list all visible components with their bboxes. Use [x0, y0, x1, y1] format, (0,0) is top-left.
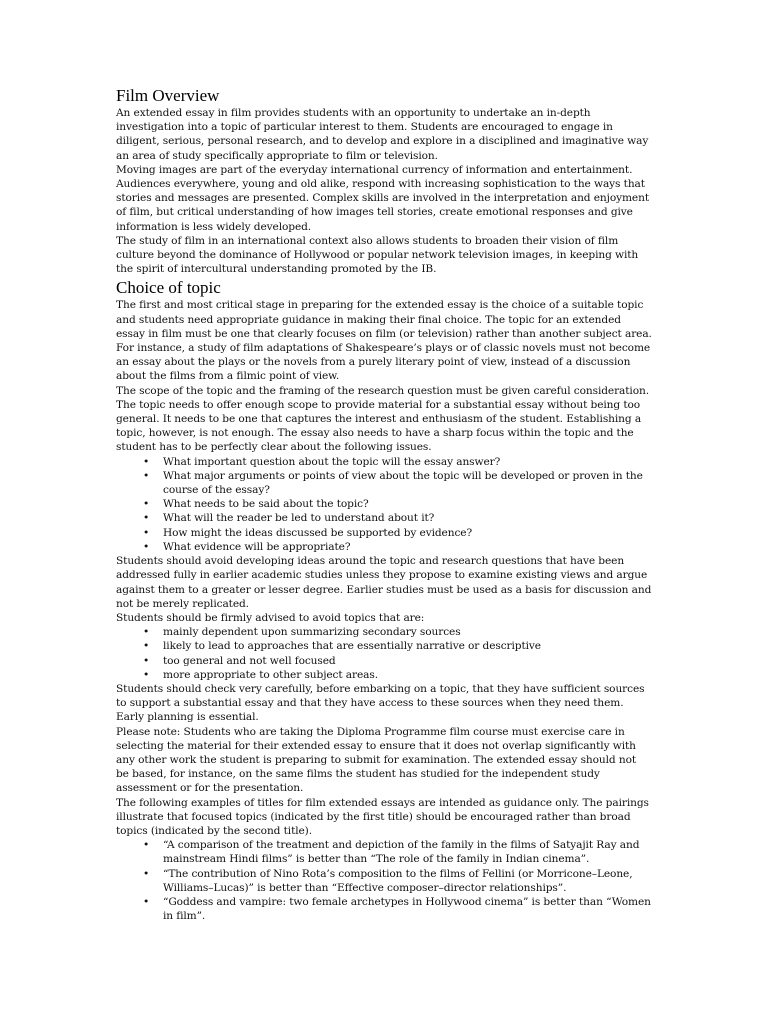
overview-paragraph-3: The study of film in an international context also allows students to broaden their vision of film culture beyond the dominance of Hollywood or popular network television images, in keeping with the spirit of intercultural understanding promoted by the IB.	[116, 234, 639, 276]
section-title-film-overview: Film Overview	[116, 86, 220, 105]
issues-list	[116, 455, 652, 554]
choice-paragraph-7: The following examples of titles for film extended essays are intended as guidance only. The pairings illustrate that focused topics (indicated by the first title) should be encouraged rather than broad topics (indicated by the second title).	[116, 796, 649, 837]
examples-list	[116, 838, 652, 923]
list-item: • too general and not well focused	[163, 654, 652, 668]
choice-paragraph-1: The first and most critical stage in preparing for the extended essay is the choice of a suitable topic and students need appropriate guidance in making their final choice. The topic for an extended essay in film must be one that clearly focuses on film (or television) rather than another subject area. For instance, a study of film adaptations of Shakespeare’s plays or of classic novels must not become an essay about the plays or the novels from a purely literary point of view, instead of a discussion about the films from a filmic point of view.	[116, 299, 652, 383]
list-item: • How might the ideas discussed be supported by evidence?	[163, 526, 652, 540]
choice-paragraph-3: Students should avoid developing ideas around the topic and research questions that have been addressed fully in earlier academic studies unless they propose to examine existing views and argue against them to a greater or lesser degree. Earlier studies must be used as a basis for discussion and not be merely replicated.	[116, 555, 652, 610]
document-page	[116, 86, 652, 923]
list-item: • likely to lead to approaches that are essentially narrative or descriptive	[163, 639, 652, 653]
list-item: • mainly dependent upon summarizing secondary sources	[163, 625, 652, 639]
choice-paragraph-2: The scope of the topic and the framing of the research question must be given careful consideration. The topic needs to offer enough scope to provide material for a substantial essay without being too general. It needs to be one that captures the interest and enthusiasm of the student. Establishing a topic, however, is not enough. The essay also needs to have a sharp focus within the topic and the student has to be perfectly clear about the following issues.	[116, 384, 649, 454]
choice-paragraph-6: Please note: Students who are taking the Diploma Programme film course must exercise care in selecting the material for their extended essay to ensure that it does not overlap significantly with any other work the student is preparing to submit for examination. The extended essay should not be based, for instance, on the same films the student has studied for the independent study assessment or for the presentation.	[116, 725, 637, 795]
avoid-list	[116, 625, 652, 682]
list-item: • What important question about the topic will the essay answer?	[163, 455, 652, 469]
list-item: • What needs to be said about the topic?	[163, 497, 652, 511]
list-item: • What evidence will be appropriate?	[163, 540, 652, 554]
list-item: • more appropriate to other subject areas.	[163, 668, 652, 682]
section-title-choice-of-topic: Choice of topic	[116, 278, 221, 298]
list-item: • “A comparison of the treatment and depiction of the family in the films of Satyajit Ray and mainstream Hindi films” is better than “The role of the family in Indian cinema”.	[163, 838, 652, 866]
choice-paragraph-5: Students should check very carefully, before embarking on a topic, that they have sufficient sources to support a substantial essay and that they have access to these sources when they need them. Early planning is essential.	[116, 682, 645, 724]
list-item: • “Goddess and vampire: two female archetypes in Hollywood cinema” is better than “Women in film”.	[163, 895, 652, 923]
overview-paragraph-1: An extended essay in film provides students with an opportunity to undertake an in-depth investigation into a topic of particular interest to them. Students are encouraged to engage in diligent, serious, personal research, and to develop and explore in a disciplined and imaginative way an area of study specifically appropriate to film or television.	[116, 107, 649, 162]
list-item: • What major arguments or points of view about the topic will be developed or proven in the course of the essay?	[163, 469, 652, 497]
list-item: • “The contribution of Nino Rota’s composition to the films of Fellini (or Morricone–Leone, Williams–Lucas)” is better than “Effective composer–director relationships”.	[163, 867, 652, 895]
list-item: • What will the reader be led to understand about it?	[163, 511, 652, 525]
choice-paragraph-4: Students should be firmly advised to avoid topics that are:	[116, 611, 425, 624]
overview-paragraph-2: Moving images are part of the everyday international currency of information and entertainment. Audiences everywhere, young and old alike, respond with increasing sophistication to the ways that stories and messages are presented. Complex skills are involved in the interpretation and enjoyment of film, but critical understanding of how images tell stories, create emotional responses and give information is less widely developed.	[116, 163, 649, 233]
